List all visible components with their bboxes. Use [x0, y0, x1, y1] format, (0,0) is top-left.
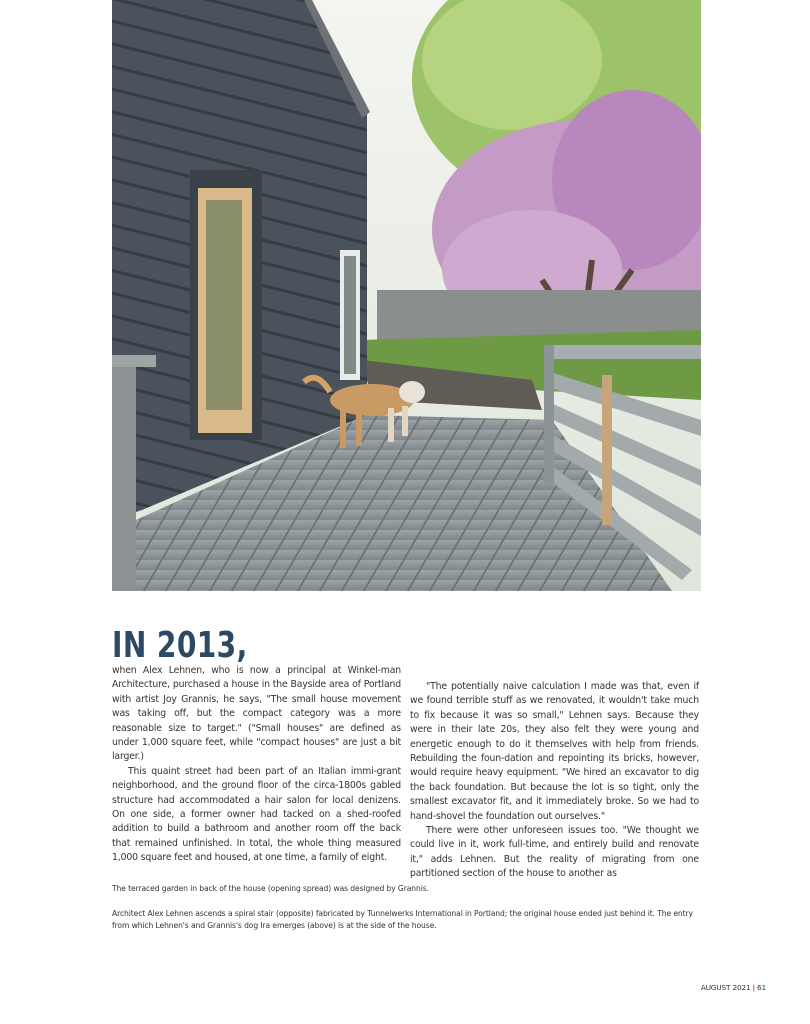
article-column-right: [410, 664, 699, 882]
article-paragraph: "The potentially naive calculation I made was that, even if we found terrible stuff as we renovated, it wouldn't take much to fix because it was so small," Lehnen says. Because they were in their late 20s, they also felt they were young and energetic enough to do it themselves with help from friends. Rebuilding the foun-dation and repointing its bricks, however, would require heavy equipment. "We hired an excavator to dig the back foundation. But because the lot is so tight, only the smallest excavator fit, and it immediately broke. So we had to hand-shovel the foundation out ourselves.": [410, 681, 699, 822]
article-paragraph: This quaint street had been part of an Italian immi-grant neighborhood, and the ground floor of the circa-1800s gabled structure had accommodated a hair salon for local denizens. On one side, a former owner had tacked on a shed-roofed addition to build a bathroom and another room off the back that remained unfinished. In total, the whole thing measured 1,000 square feet and housed, at one time, a family of eight.: [112, 765, 401, 864]
folio-separator: |: [752, 983, 755, 992]
article-headline: IN 2013,: [112, 625, 248, 666]
page-folio: [701, 983, 766, 992]
page-number: 61: [756, 983, 766, 992]
photo-illustration: [112, 0, 701, 591]
dog-on-deck-photo: [112, 0, 701, 591]
issue-date: AUGUST 2021: [700, 983, 751, 992]
photo-caption: Architect Alex Lehnen ascends a spiral stair (opposite) fabricated by Tunnelwerks International in Portland; the original house ended just behind it. The entry from which Lehnen's and Grannis's dog Ira emerges (above) is at the side of the house.: [112, 909, 693, 930]
article-paragraph: There were other unforeseen issues too. "We thought we could live in it, work full-time, and entirely build and renovate it," adds Lehnen. But the reality of migrating from one partitioned section of the house to another as: [410, 825, 699, 880]
article-column-left: [112, 664, 401, 866]
photo-caption: The terraced garden in back of the house (opening spread) was designed by Grannis.: [112, 884, 429, 893]
article-paragraph: when Alex Lehnen, who is now a principal at Winkel-man Architecture, purchased a house in the Bayside area of Portland with artist Joy Grannis, he says, "The small house movement was taking off, but the compact category was a more reasonable size to target." ("Small houses" are defined as under 1,000 square feet, while "compact houses" are just a bit larger.): [112, 665, 401, 763]
